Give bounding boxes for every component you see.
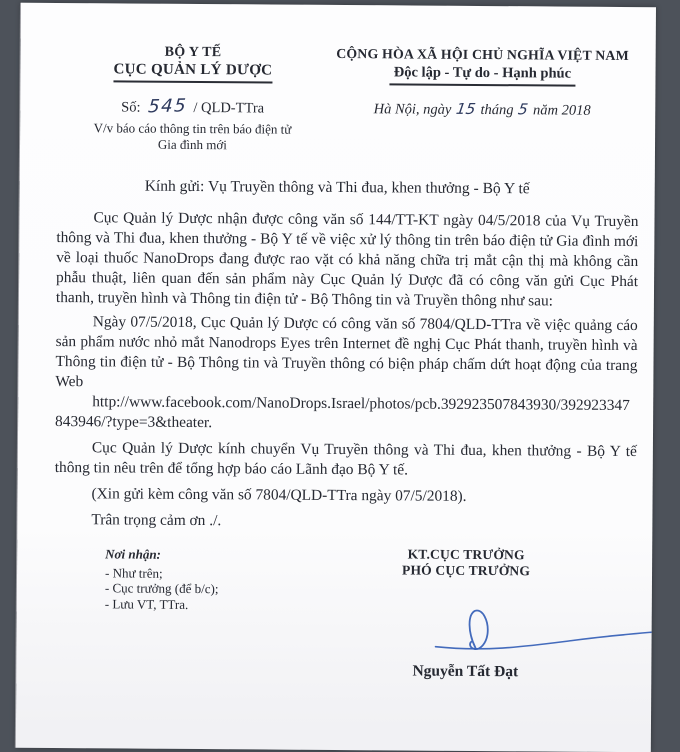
document-number-line: [60, 95, 325, 118]
document-number-label: Số:: [121, 99, 141, 116]
national-motto: Độc lập - Tự do - Hạnh phúc: [390, 63, 575, 86]
recipient-line: Kính gửi: Vụ Truyền thông và Thi đua, khen thưởng - Bộ Y tế: [144, 177, 530, 198]
national-title: CỘNG HÒA XÃ HỘI CHỦ NGHĨA VIỆT NAM: [336, 45, 629, 64]
document-header: [20, 43, 656, 156]
document-number-handwritten: 545: [147, 95, 189, 118]
document-number-suffix: / QLD-TTra: [193, 99, 265, 117]
date-month-handwritten: 5: [517, 100, 530, 119]
signature-ink: [431, 602, 656, 658]
body-paragraph-2-url: http://www.facebook.com/NanoDrops.Israel/photos/pcb.392923507843930/392923347843946/?type=3&theater.: [55, 393, 630, 432]
signer-title-block: [366, 546, 566, 579]
national-heading-block: [325, 45, 656, 156]
department-name: CỤC QUẢN LÝ DƯỢC: [113, 60, 272, 83]
signer-name: Nguyễn Tất Đạt: [412, 662, 519, 681]
recipients-block: [105, 546, 219, 612]
place-date-line: [325, 99, 639, 120]
recipients-item: - Như trên;: [104, 564, 163, 581]
document-subject-line2: Gia đình mới: [157, 136, 227, 153]
document-body: [17, 208, 654, 534]
body-paragraph-3: Cục Quản lý Dược kính chuyển Vụ Truyền thông và Thi đua, khen thưởng - Bộ Y tế thông tin nêu trên để tổng hợp báo cáo Lãnh đạo Bộ Y tế.: [54, 439, 637, 479]
signer-title-kt: KT.CỤC TRƯỞNG: [407, 546, 525, 563]
recipients-label: Nơi nhận:: [105, 546, 161, 562]
recipients-item: - Lưu VT, TTra.: [104, 595, 189, 612]
body-paragraph-4: (Xin gửi kèm công văn số 7804/QLD-TTra ngày 07/5/2018).: [91, 485, 467, 505]
signer-title-deputy: PHÓ CỤC TRƯỞNG: [401, 562, 531, 579]
issuing-agency-block: [20, 43, 326, 154]
body-paragraph-1: Cục Quản lý Dược nhận được công văn số 144/TT-KT ngày 04/5/2018 của Vụ Truyền thông và Thi đua, khen thưởng - Bộ Y tế về việc xử lý thông tin trên báo điện tử Gia đình mới về loại thuốc NanoDrops đang được rao vặt có khả năng chữa trị mắt cận thị mà không cần phẫu thuật, liên quan đến sản phẩm này Cục Quản lý Dược đã có công văn gửi Cục Phát thanh, truyền hình và Thông tin điện tử - Bộ Thông tin và Truyền thông như sau:: [55, 209, 639, 310]
scanned-document-page: [16, 3, 656, 752]
body-closing: Trân trọng cảm ơn ./.: [91, 511, 222, 530]
date-suffix: năm 2018: [532, 102, 591, 119]
date-middle: tháng: [480, 101, 514, 119]
body-paragraph-2: Ngày 07/5/2018, Cục Quản lý Dược có công văn số 7804/QLD-TTra về việc quảng cáo sản phẩm nước nhỏ mắt Nanodrops Eyes trên Internet đề nghị Cục Phát thanh, truyền hình và Thông tin điện tử - Bộ Thông tin và Truyền thông có biện pháp chấm dứt hoạt động của trang Web: [55, 313, 638, 391]
date-prefix: Hà Nội, ngày: [373, 101, 452, 118]
document-subject-line1: V/v báo cáo thông tin trên báo điện tử: [93, 120, 292, 137]
ministry-name: BỘ Y TẾ: [164, 44, 222, 61]
date-day-handwritten: 15: [455, 99, 477, 118]
recipients-item: - Cục trưởng (để b/c);: [104, 580, 219, 597]
